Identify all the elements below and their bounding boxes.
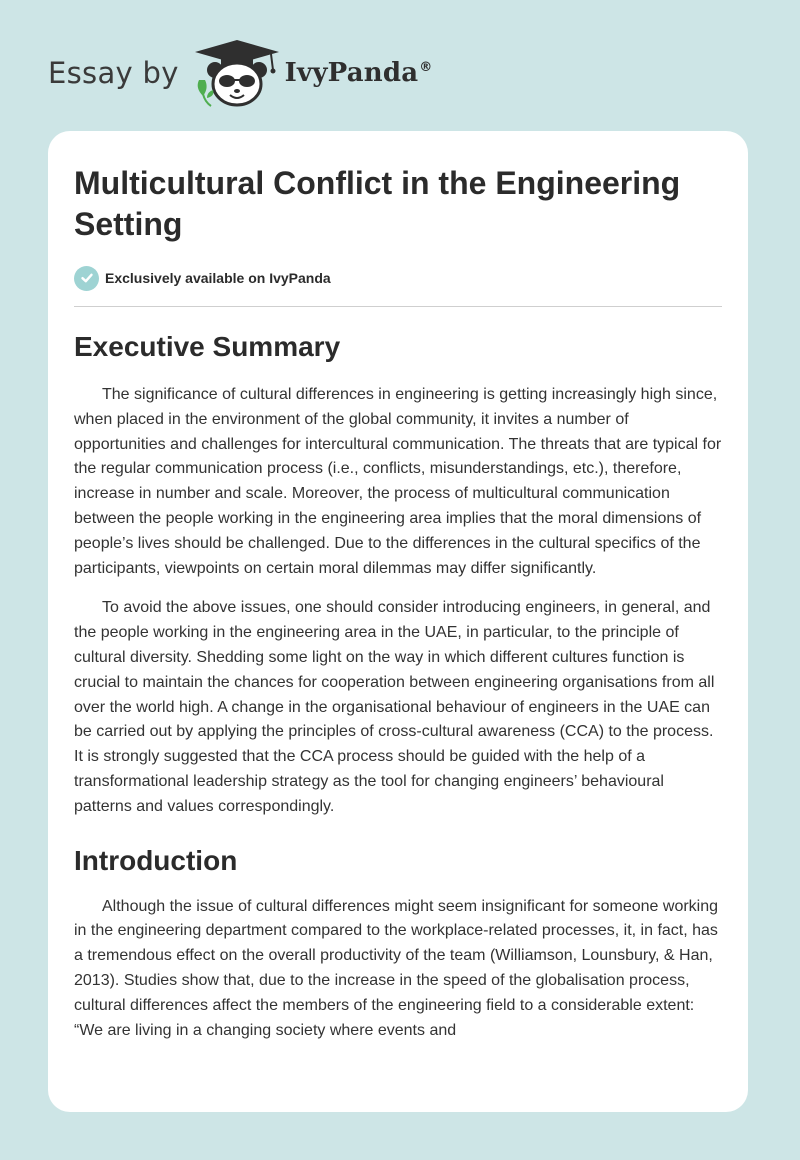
paragraph: To avoid the above issues, one should consider introducing engineers, in general, and the people working in the engineering area in the UAE, in particular, to the principle of cultural diversity. Shedding some light on the way in which different cultures function is crucial to maintain the chances for cooperation between engineering organisations from all over the world high. A change in the organisational behaviour of engineers in the UAE can be carried out by applying the principles of cross-cultural awareness (CCA) to the process. It is strongly suggested that the CCA process should be guided with the help of a transformational leadership strategy as the tool for changing engineers’ behavioural patterns and values correspondingly. bbox=[74, 599, 715, 815]
site-header bbox=[48, 36, 432, 110]
page-title: Multicultural Conflict in the Engineering Setting bbox=[74, 165, 681, 242]
essay-card bbox=[48, 131, 748, 1112]
brand-prefix: Essay by bbox=[48, 56, 179, 90]
ivypanda-logo-icon[interactable] bbox=[193, 36, 281, 110]
check-icon bbox=[74, 266, 99, 291]
section-heading-introduction: Introduction bbox=[74, 844, 238, 876]
section-heading-executive-summary: Executive Summary bbox=[74, 331, 341, 362]
paragraph: The significance of cultural differences in engineering is getting increasingly high since, when placed in the environment of the global community, it invites a number of opportunities and challenges for intercultural communication. The threats that are typical for the regular communication process (i.e., conflicts, misunderstandings, etc.), therefore, increase in number and scale. Moreover, the process of multicultural communication between the people working in the engineering area implies that the moral dimensions of people’s lives should be challenged. Due to the differences in the cultural specifics of the participants, viewpoints on certain moral dilemmas may differ significantly. bbox=[74, 386, 722, 577]
exclusive-badge bbox=[74, 264, 722, 292]
title-divider bbox=[74, 306, 722, 307]
brand-name[interactable]: IvyPanda® bbox=[284, 58, 433, 88]
paragraph: Although the issue of cultural differences might seem insignificant for someone working in the engineering department compared to the workplace-related processes, it, in fact, has a tremendous effect on the overall productivity of the team (Williamson, Lounsbury, & Han, 2013). Studies show that, due to the increase in the speed of the globalisation process, cultural differences affect the members of the engineering field to a considerable extent: “We are living in a changing society where events and bbox=[74, 897, 719, 1039]
badge-label: Exclusively available on IvyPanda bbox=[105, 270, 331, 286]
